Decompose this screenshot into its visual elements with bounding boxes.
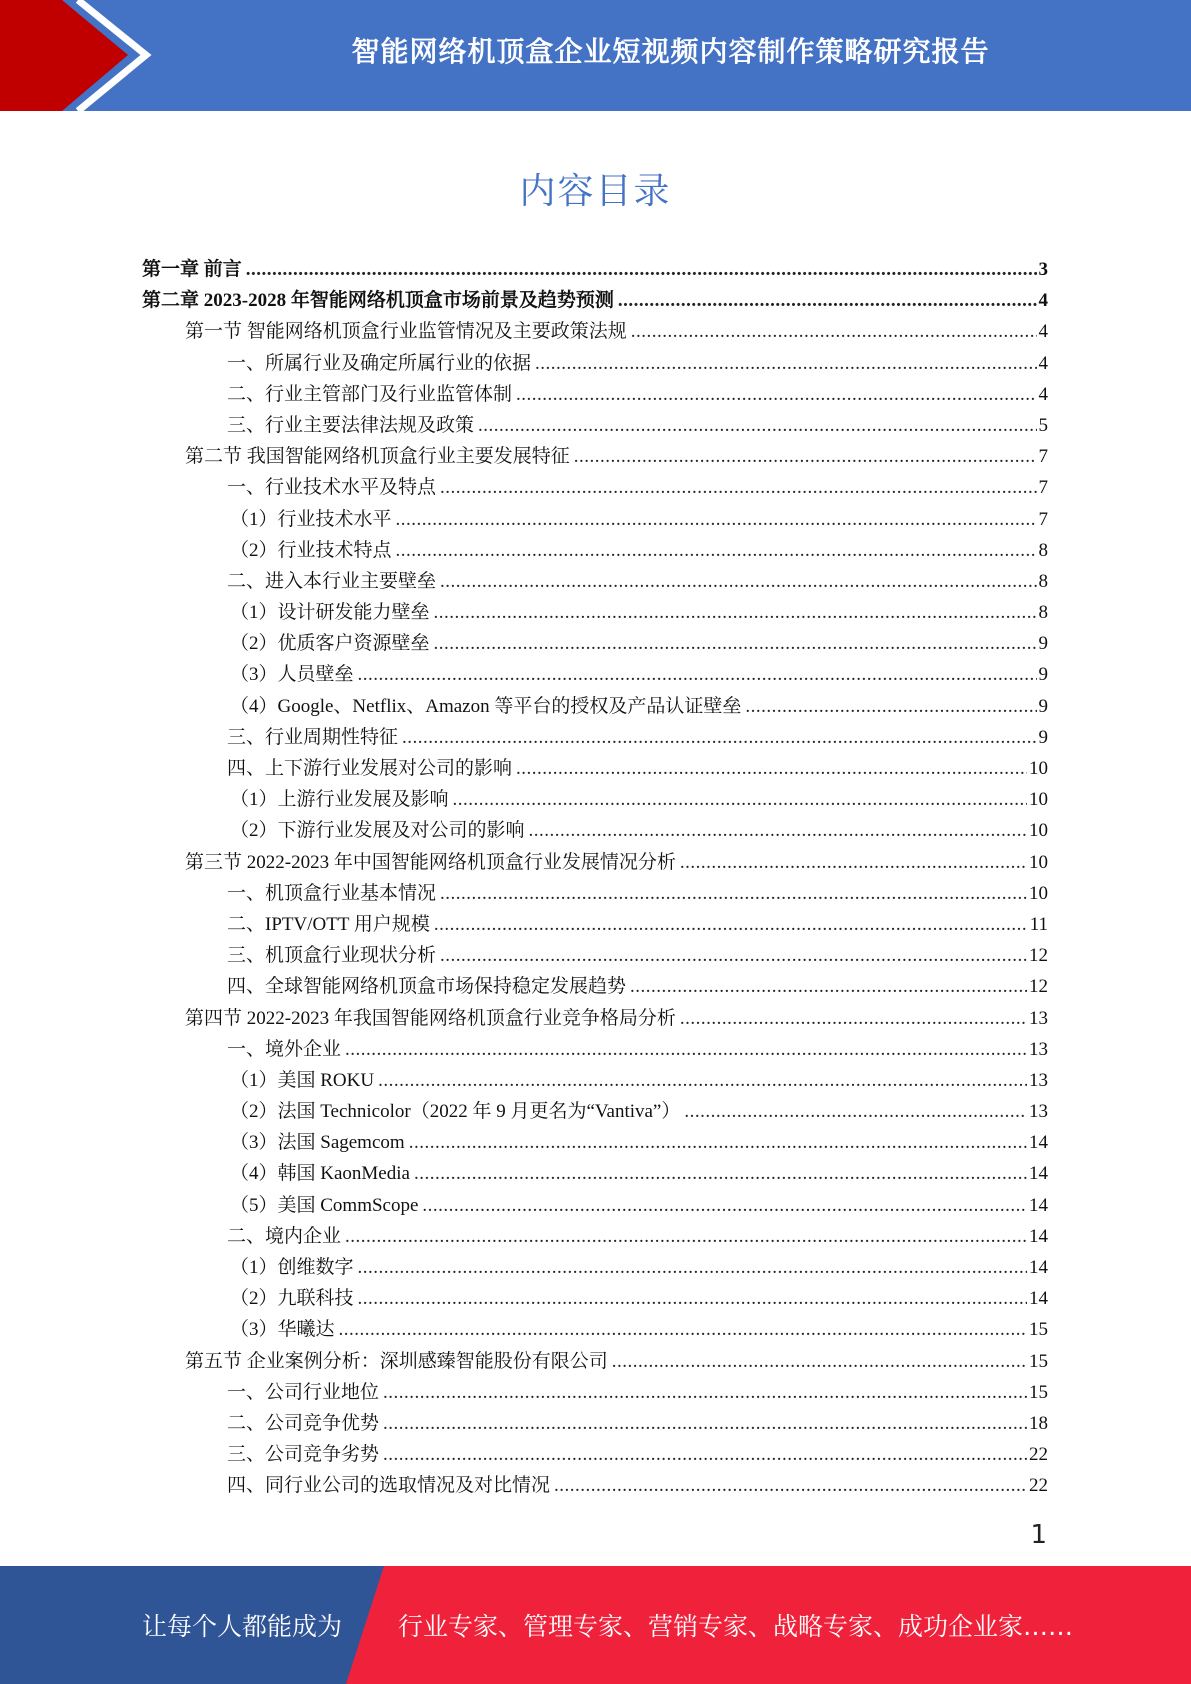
toc-dot-leader (516, 753, 1027, 784)
toc-entry-title: （4）Google、Netflix、Amazon 等平台的授权及产品认证壁垒 (230, 695, 742, 717)
toc-entry-title: 第五节 企业案例分析：深圳感臻智能股份有限公司 (185, 1350, 608, 1372)
toc-entry-page: 14 (1029, 1257, 1048, 1278)
toc-entry[interactable] (142, 1314, 1048, 1345)
toc-entry[interactable] (142, 379, 1048, 410)
toc-entry-title: 三、公司竞争劣势 (227, 1444, 380, 1466)
toc-dot-leader (554, 1470, 1027, 1501)
toc-dot-leader (745, 691, 1036, 722)
toc-dot-leader (396, 504, 1037, 535)
toc-entry[interactable] (142, 784, 1048, 815)
page-number: 1 (1030, 1520, 1047, 1550)
toc-entry[interactable] (142, 659, 1048, 690)
toc-entry-page: 22 (1029, 1444, 1048, 1466)
toc-entry-page: 5 (1038, 414, 1048, 436)
toc-entry[interactable] (142, 1190, 1048, 1221)
toc-entry-page: 10 (1029, 758, 1048, 779)
toc-dot-leader (440, 878, 1027, 909)
toc-entry-title: 一、境外企业 (227, 1038, 342, 1060)
toc-entry-title: （1）上游行业发展及影响 (230, 789, 449, 811)
toc-entry-page: 8 (1038, 539, 1048, 561)
toc-entry-page: 7 (1038, 508, 1048, 530)
toc-entry-title: （3）人员壁垒 (230, 664, 354, 686)
toc-entry-page: 10 (1029, 789, 1048, 811)
toc-entry-page: 11 (1029, 913, 1048, 935)
toc-entry-title: 第一节 智能网络机顶盒行业监管情况及主要政策法规 (185, 321, 627, 343)
toc-entry-page: 4 (1038, 321, 1048, 343)
toc-dot-leader (680, 1003, 1027, 1034)
toc-entry-page: 15 (1029, 1350, 1048, 1372)
toc-entry-page: 13 (1029, 1038, 1048, 1060)
toc-entry-title: 三、机顶盒行业现状分析 (227, 945, 437, 967)
toc-entry-page: 4 (1038, 290, 1048, 312)
toc-dot-leader (434, 628, 1037, 659)
toc-entry[interactable] (142, 504, 1048, 535)
toc-dot-leader (434, 909, 1028, 940)
toc-entry-title: （1）美国 ROKU (230, 1069, 375, 1091)
toc-entry[interactable] (142, 1283, 1048, 1314)
toc-entry[interactable] (142, 1470, 1048, 1501)
toc-entry-title: 二、IPTV/OTT 用户规模 (227, 913, 430, 935)
toc-dot-leader (630, 971, 1027, 1002)
toc-entry-title: 二、进入本行业主要壁垒 (227, 570, 437, 592)
toc-entry-page: 10 (1029, 882, 1048, 904)
toc-entry[interactable] (142, 1034, 1048, 1065)
toc-entry[interactable] (142, 1408, 1048, 1439)
toc-entry-page: 14 (1029, 1194, 1048, 1216)
toc-entry-title: （2）优质客户资源壁垒 (230, 633, 430, 655)
toc-entry-title: 第二章 2023-2028 年智能网络机顶盒市场前景及趋势预测 (142, 290, 614, 312)
toc-dot-leader (345, 1221, 1027, 1252)
toc-entry[interactable] (142, 1377, 1048, 1408)
toc-entry[interactable] (142, 691, 1048, 722)
toc-dot-leader (453, 784, 1027, 815)
toc-entry-title: （1）设计研发能力壁垒 (230, 602, 430, 624)
toc-entry-page: 8 (1038, 602, 1048, 624)
toc-entry-page: 4 (1038, 383, 1048, 405)
toc-entry[interactable] (142, 878, 1048, 909)
toc-dot-leader (440, 566, 1036, 597)
toc-entry-title: 二、行业主管部门及行业监管体制 (227, 383, 513, 405)
toc-dot-leader (396, 535, 1037, 566)
toc-entry-title: 四、全球智能网络机顶盒市场保持稳定发展趋势 (227, 976, 627, 998)
toc-entry[interactable] (142, 1439, 1048, 1470)
toc-entry-title: （5）美国 CommScope (230, 1194, 419, 1216)
toc-entry-title: 三、行业主要法律法规及政策 (227, 414, 475, 436)
toc-entry-title: （4）韩国 KaonMedia (230, 1163, 410, 1185)
toc-dot-leader (358, 1283, 1027, 1314)
toc-entry[interactable] (142, 847, 1048, 878)
toc-entry[interactable] (142, 1252, 1048, 1283)
toc-dot-leader (383, 1408, 1027, 1439)
toc-dot-leader (422, 1190, 1027, 1221)
toc-entry[interactable] (142, 1065, 1048, 1096)
toc-dot-leader (529, 815, 1027, 846)
toc-entry-title: （3）华曦达 (230, 1319, 335, 1341)
toc-entry-page: 7 (1038, 477, 1048, 499)
toc-dot-leader (246, 254, 1037, 285)
toc-entry[interactable] (142, 940, 1048, 971)
toc-entry[interactable] (142, 1096, 1048, 1127)
toc-entry[interactable] (142, 628, 1048, 659)
toc-entry-title: 一、所属行业及确定所属行业的依据 (227, 352, 532, 374)
toc-entry-title: 第一章 前言 (142, 259, 242, 280)
report-footer (0, 1566, 1191, 1684)
toc-entry-page: 9 (1038, 664, 1048, 686)
toc-entry[interactable] (142, 348, 1048, 379)
toc-entry-title: 二、境内企业 (227, 1225, 342, 1247)
toc-entry[interactable] (142, 1346, 1048, 1377)
toc-entry-title: 一、机顶盒行业基本情况 (227, 882, 437, 904)
toc-entry[interactable] (142, 753, 1048, 784)
toc-dot-leader (383, 1377, 1027, 1408)
toc-entry-page: 8 (1038, 570, 1048, 592)
toc-entry-page: 18 (1029, 1412, 1048, 1434)
toc-entry-page: 9 (1038, 726, 1048, 748)
toc-entry-title: 三、行业周期性特征 (227, 726, 399, 748)
toc-entry-title: 第三节 2022-2023 年中国智能网络机顶盒行业发展情况分析 (185, 851, 676, 873)
toc-dot-leader (680, 847, 1027, 878)
toc-entry[interactable] (142, 285, 1048, 316)
table-of-contents (142, 254, 1048, 1502)
toc-entry[interactable] (142, 971, 1048, 1002)
toc-dot-leader (618, 285, 1037, 316)
toc-entry[interactable] (142, 472, 1048, 503)
toc-entry[interactable] (142, 410, 1048, 441)
toc-dot-leader (414, 1158, 1027, 1189)
toc-entry[interactable] (142, 535, 1048, 566)
toc-entry-page: 10 (1029, 851, 1048, 873)
toc-entry[interactable] (142, 1221, 1048, 1252)
toc-dot-leader (358, 1252, 1027, 1283)
toc-entry-title: （1）行业技术水平 (230, 508, 392, 530)
toc-dot-leader (684, 1096, 1027, 1127)
toc-entry-title: 四、同行业公司的选取情况及对比情况 (227, 1475, 551, 1497)
toc-entry[interactable] (142, 316, 1048, 347)
report-header (0, 0, 1191, 111)
toc-dot-leader (345, 1034, 1027, 1065)
toc-entry[interactable] (142, 254, 1048, 285)
toc-heading: 内容目录 (519, 171, 672, 212)
toc-entry-title: （3）法国 Sagemcom (230, 1132, 405, 1154)
toc-entry-page: 13 (1029, 1069, 1048, 1091)
toc-entry-title: 四、上下游行业发展对公司的影响 (227, 758, 513, 779)
toc-entry-page: 14 (1029, 1288, 1048, 1310)
toc-entry-page: 12 (1029, 976, 1048, 998)
toc-dot-leader (339, 1314, 1027, 1345)
toc-entry-page: 4 (1038, 352, 1048, 374)
toc-dot-leader (574, 441, 1037, 472)
toc-entry-page: 7 (1038, 446, 1048, 468)
toc-entry-title: （2）下游行业发展及对公司的影响 (230, 820, 525, 842)
toc-entry-title: 一、公司行业地位 (227, 1381, 380, 1403)
toc-entry[interactable] (142, 1127, 1048, 1158)
toc-entry-page: 10 (1029, 820, 1048, 842)
toc-entry[interactable] (142, 815, 1048, 846)
footer-slogan-left: 让每个人都能成为 (142, 1612, 343, 1641)
toc-entry-page: 12 (1029, 945, 1048, 967)
toc-entry[interactable] (142, 597, 1048, 628)
toc-dot-leader (440, 940, 1027, 971)
toc-entry-title: （2）九联科技 (230, 1288, 354, 1310)
toc-entry-page: 14 (1029, 1132, 1048, 1154)
toc-entry-title: 一、行业技术水平及特点 (227, 477, 437, 499)
toc-entry[interactable] (142, 909, 1048, 940)
toc-entry-page: 13 (1029, 1101, 1048, 1123)
toc-entry-page: 15 (1029, 1319, 1048, 1341)
toc-entry[interactable] (142, 441, 1048, 472)
toc-entry-page: 9 (1038, 695, 1048, 717)
header-arrow-decoration (0, 0, 160, 111)
toc-dot-leader (535, 348, 1036, 379)
toc-entry-title: （2）行业技术特点 (230, 539, 392, 561)
toc-entry[interactable] (142, 1003, 1048, 1034)
toc-entry-title: 第四节 2022-2023 年我国智能网络机顶盒行业竞争格局分析 (185, 1007, 676, 1029)
toc-entry[interactable] (142, 722, 1048, 753)
report-title: 智能网络机顶盒企业短视频内容制作策略研究报告 (351, 35, 990, 68)
toc-dot-leader (383, 1439, 1027, 1470)
toc-dot-leader (631, 316, 1037, 347)
toc-dot-leader (402, 722, 1036, 753)
toc-entry-page: 14 (1029, 1163, 1048, 1185)
toc-entry-page: 14 (1029, 1225, 1048, 1247)
toc-entry-page: 3 (1038, 259, 1048, 280)
toc-entry-page: 22 (1029, 1475, 1048, 1497)
toc-dot-leader (434, 597, 1037, 628)
footer-slogan-right: 行业专家、管理专家、营销专家、战略专家、成功企业家…… (398, 1612, 1074, 1641)
toc-dot-leader (478, 410, 1036, 441)
toc-dot-leader (358, 659, 1037, 690)
toc-entry-title: 第二节 我国智能网络机顶盒行业主要发展特征 (185, 446, 570, 468)
toc-entry-page: 15 (1029, 1381, 1048, 1403)
toc-entry[interactable] (142, 566, 1048, 597)
toc-entry-page: 9 (1038, 633, 1048, 655)
toc-dot-leader (409, 1127, 1027, 1158)
toc-dot-leader (378, 1065, 1027, 1096)
toc-dot-leader (516, 379, 1036, 410)
toc-entry-title: （1）创维数字 (230, 1257, 354, 1278)
toc-dot-leader (440, 472, 1036, 503)
toc-dot-leader (612, 1346, 1027, 1377)
toc-entry[interactable] (142, 1158, 1048, 1189)
toc-entry-title: （2）法国 Technicolor（2022 年 9 月更名为“Vantiva”） (230, 1101, 681, 1123)
toc-entry-page: 13 (1029, 1007, 1048, 1029)
toc-entry-title: 二、公司竞争优势 (227, 1412, 380, 1434)
